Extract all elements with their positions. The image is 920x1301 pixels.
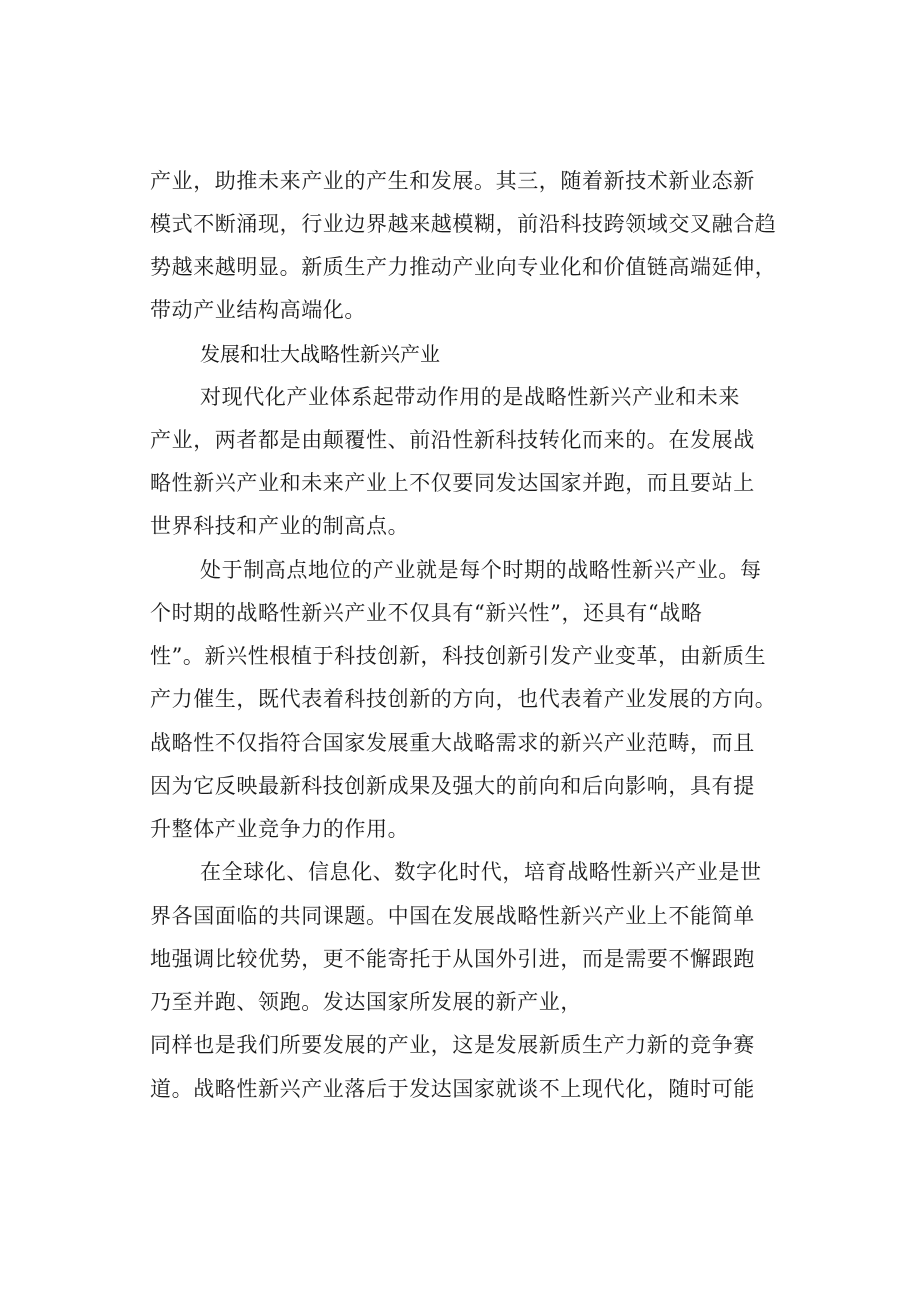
text-line: 升整体产业竞争力的作用。 — [150, 817, 410, 841]
text-line: 同样也是我们所要发展的产业，这是发展新质生产力新的竞争赛 — [150, 1033, 755, 1057]
section-heading: 发展和壮大战略性新兴产业 — [200, 342, 440, 366]
text-line: 个时期的战略性新兴产业不仅具有“新兴性”，还具有“战略 — [150, 601, 703, 625]
text-line: 势越来越明显。新质生产力推动产业向专业化和价值链高端延伸， — [150, 255, 777, 279]
text-line: 模式不断涌现，行业边界越来越模糊，前沿科技跨领域交叉融合趋 — [150, 212, 777, 236]
text-line: 道。战略性新兴产业落后于发达国家就谈不上现代化，随时可能 — [150, 1077, 755, 1101]
text-line: 地强调比较优势，更不能寄托于从国外引进，而是需要不懈跟跑 — [150, 947, 755, 971]
text-line: 带动产业结构高端化。 — [150, 298, 366, 322]
text-line: 对现代化产业体系起带动作用的是战略性新兴产业和未来 — [200, 385, 740, 409]
text-line: 产业，助推未来产业的产生和发展。其三，随着新技术新业态新 — [150, 169, 755, 193]
text-line: 战略性不仅指符合国家发展重大战略需求的新兴产业范畴，而且 — [150, 731, 755, 755]
text-line: 乃至并跑、领跑。发达国家所发展的新产业， — [150, 990, 582, 1014]
text-line: 世界科技和产业的制高点。 — [150, 514, 410, 538]
text-line: 因为它反映最新科技创新成果及强大的前向和后向影响，具有提 — [150, 774, 755, 798]
text-line: 性”。新兴性根植于科技创新，科技创新引发产业变革，由新质生 — [150, 644, 767, 668]
text-line: 界各国面临的共同课题。中国在发展战略性新兴产业上不能简单 — [150, 904, 755, 928]
text-line: 产业，两者都是由颠覆性、前沿性新科技转化而来的。在发展战 — [150, 428, 755, 452]
text-line: 处于制高点地位的产业就是每个时期的战略性新兴产业。每 — [200, 558, 762, 582]
text-line: 略性新兴产业和未来产业上不仅要同发达国家并跑，而且要站上 — [150, 471, 755, 495]
text-line: 产力催生，既代表着科技创新的方向，也代表着产业发展的方向。 — [150, 687, 777, 711]
text-line: 在全球化、信息化、数字化时代，培育战略性新兴产业是世 — [200, 860, 762, 884]
